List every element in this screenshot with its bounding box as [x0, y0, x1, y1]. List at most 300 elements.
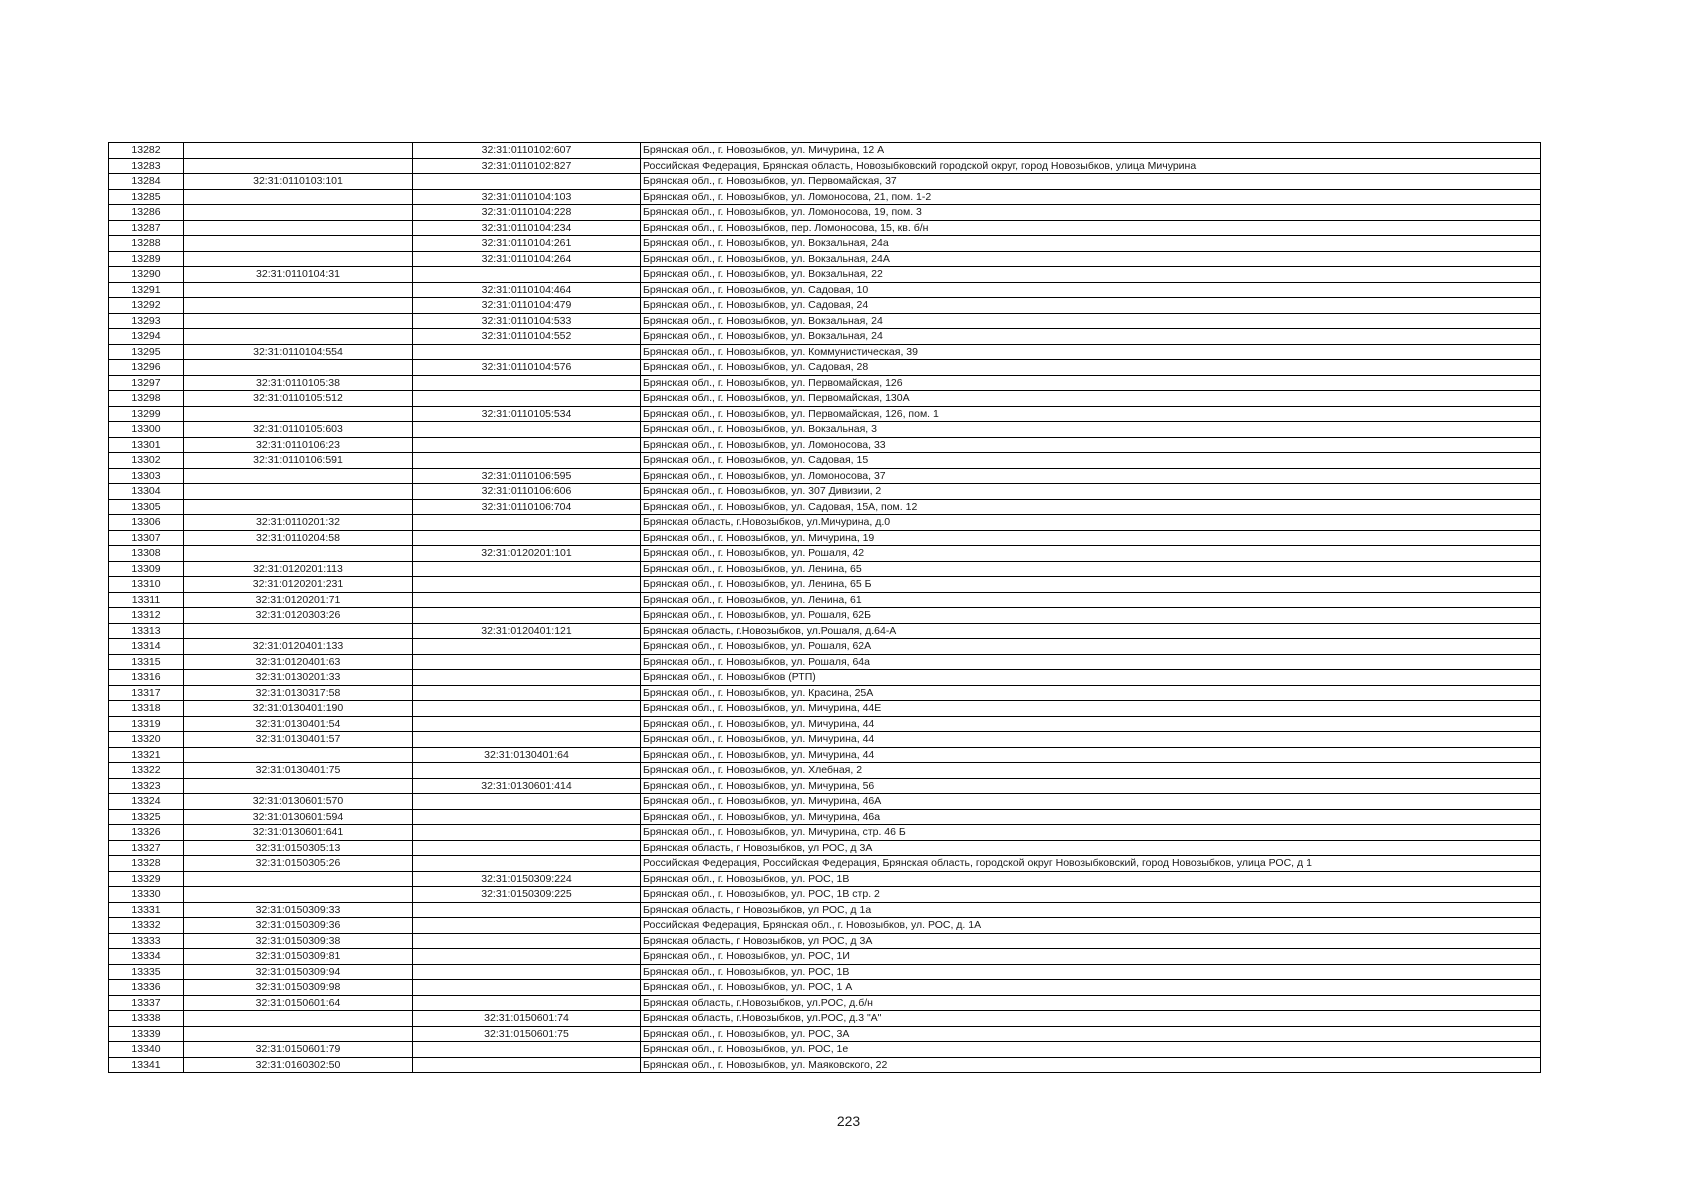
address-cell: Российская Федерация, Российская Федерация, Брянская область, городской округ Новозыбковский, город Новозыбков, улица РОС, д 1 [641, 856, 1541, 872]
parent-cadastral-number-cell: 32:31:0110106:595 [413, 468, 641, 484]
parent-cadastral-number-cell [413, 577, 641, 593]
cadastral-number-cell: 32:31:0130201:33 [184, 670, 413, 686]
address-cell: Брянская обл., г. Новозыбков, ул. Хлебная, 2 [641, 763, 1541, 779]
parent-cadastral-number-cell [413, 809, 641, 825]
row-number-cell: 13330 [109, 887, 184, 903]
cadastral-number-cell: 32:31:0110104:31 [184, 267, 413, 283]
table-row [109, 561, 1541, 577]
row-number-cell: 13303 [109, 468, 184, 484]
cadastral-number-cell: 32:31:0120401:133 [184, 639, 413, 655]
cadastral-number-cell [184, 313, 413, 329]
cadastral-number-cell: 32:31:0110105:512 [184, 391, 413, 407]
row-number-cell: 13318 [109, 701, 184, 717]
table-row [109, 577, 1541, 593]
parent-cadastral-number-cell [413, 1042, 641, 1058]
row-number-cell: 13294 [109, 329, 184, 345]
parent-cadastral-number-cell: 32:31:0120401:121 [413, 623, 641, 639]
table-row [109, 329, 1541, 345]
table-row [109, 701, 1541, 717]
cadastral-number-cell: 32:31:0130601:570 [184, 794, 413, 810]
parent-cadastral-number-cell [413, 561, 641, 577]
row-number-cell: 13289 [109, 251, 184, 267]
table-row [109, 391, 1541, 407]
table-row [109, 453, 1541, 469]
cadastral-number-cell: 32:31:0160302:50 [184, 1057, 413, 1073]
address-cell: Брянская обл., г. Новозыбков, ул. Мичурина, 12 А [641, 143, 1541, 159]
row-number-cell: 13290 [109, 267, 184, 283]
table-row [109, 205, 1541, 221]
table-row [109, 592, 1541, 608]
table-row [109, 902, 1541, 918]
address-cell: Брянская обл., г. Новозыбков, ул. Ломоносова, 19, пом. 3 [641, 205, 1541, 221]
table-row [109, 189, 1541, 205]
cadastral-number-cell: 32:31:0110106:591 [184, 453, 413, 469]
address-cell: Брянская обл., г. Новозыбков, ул. РОС, 1И [641, 949, 1541, 965]
parent-cadastral-number-cell [413, 933, 641, 949]
row-number-cell: 13334 [109, 949, 184, 965]
table-row [109, 143, 1541, 159]
address-cell: Брянская область, г Новозыбков, ул РОС, д 3А [641, 933, 1541, 949]
cadastral-number-cell: 32:31:0130317:58 [184, 685, 413, 701]
table-row [109, 747, 1541, 763]
table-row [109, 360, 1541, 376]
parent-cadastral-number-cell: 32:31:0110104:234 [413, 220, 641, 236]
cadastral-number-cell [184, 747, 413, 763]
row-number-cell: 13291 [109, 282, 184, 298]
cadastral-number-cell [184, 205, 413, 221]
table-row [109, 406, 1541, 422]
parent-cadastral-number-cell [413, 794, 641, 810]
row-number-cell: 13311 [109, 592, 184, 608]
table-row [109, 437, 1541, 453]
parent-cadastral-number-cell [413, 902, 641, 918]
cadastral-number-cell: 32:31:0150305:13 [184, 840, 413, 856]
parent-cadastral-number-cell: 32:31:0110102:827 [413, 158, 641, 174]
address-cell: Брянская область, г Новозыбков, ул РОС, д 1а [641, 902, 1541, 918]
cadastral-number-cell: 32:31:0150309:98 [184, 980, 413, 996]
address-cell: Брянская обл., г. Новозыбков, ул. 307 Дивизии, 2 [641, 484, 1541, 500]
cadastral-number-cell: 32:31:0150309:33 [184, 902, 413, 918]
address-cell: Российская Федерация, Брянская обл., г. Новозыбков, ул. РОС, д. 1А [641, 918, 1541, 934]
row-number-cell: 13292 [109, 298, 184, 314]
address-cell: Брянская обл., г. Новозыбков, ул. Мичурина, 19 [641, 530, 1541, 546]
table-row [109, 716, 1541, 732]
address-cell: Брянская обл., г. Новозыбков, ул. РОС, 1 А [641, 980, 1541, 996]
table-row [109, 1026, 1541, 1042]
row-number-cell: 13341 [109, 1057, 184, 1073]
address-cell: Брянская обл., г. Новозыбков, ул. РОС, 1В стр. 2 [641, 887, 1541, 903]
cadastral-number-cell: 32:31:0130601:594 [184, 809, 413, 825]
cadastral-number-cell: 32:31:0150309:81 [184, 949, 413, 965]
row-number-cell: 13322 [109, 763, 184, 779]
table-row [109, 220, 1541, 236]
address-cell: Брянская обл., г. Новозыбков, ул. Ломоносова, 21, пом. 1-2 [641, 189, 1541, 205]
cadastral-number-cell [184, 298, 413, 314]
address-cell: Брянская обл., г. Новозыбков, ул. Вокзальная, 24 [641, 313, 1541, 329]
parent-cadastral-number-cell: 32:31:0110104:576 [413, 360, 641, 376]
row-number-cell: 13285 [109, 189, 184, 205]
row-number-cell: 13324 [109, 794, 184, 810]
address-cell: Брянская область, г.Новозыбков, ул.Мичурина, д.0 [641, 515, 1541, 531]
address-cell: Брянская обл., г. Новозыбков (РТП) [641, 670, 1541, 686]
address-cell: Брянская обл., г. Новозыбков, ул. Рошаля, 62А [641, 639, 1541, 655]
table-row [109, 933, 1541, 949]
address-cell: Брянская обл., г. Новозыбков, ул. Рошаля, 62Б [641, 608, 1541, 624]
table-row [109, 964, 1541, 980]
parent-cadastral-number-cell: 32:31:0110106:606 [413, 484, 641, 500]
cadastral-number-cell [184, 871, 413, 887]
cadastral-number-cell: 32:31:0150305:26 [184, 856, 413, 872]
address-cell: Брянская обл., г. Новозыбков, ул. Ломоносова, 33 [641, 437, 1541, 453]
table-row [109, 484, 1541, 500]
parent-cadastral-number-cell: 32:31:0110104:261 [413, 236, 641, 252]
table-row [109, 778, 1541, 794]
table-row [109, 685, 1541, 701]
table-row [109, 313, 1541, 329]
address-cell: Брянская обл., г. Новозыбков, ул. Мичурина, стр. 46 Б [641, 825, 1541, 841]
parent-cadastral-number-cell: 32:31:0150601:74 [413, 1011, 641, 1027]
table-row [109, 949, 1541, 965]
address-cell: Брянская обл., г. Новозыбков, ул. Ломоносова, 37 [641, 468, 1541, 484]
address-cell: Брянская обл., г. Новозыбков, ул. Первомайская, 126, пом. 1 [641, 406, 1541, 422]
parent-cadastral-number-cell: 32:31:0110102:607 [413, 143, 641, 159]
address-cell: Брянская обл., г. Новозыбков, ул. Мичурина, 46а [641, 809, 1541, 825]
row-number-cell: 13315 [109, 654, 184, 670]
cadastral-number-cell [184, 778, 413, 794]
parent-cadastral-number-cell [413, 949, 641, 965]
cadastral-number-cell: 32:31:0150309:94 [184, 964, 413, 980]
parent-cadastral-number-cell: 32:31:0150309:224 [413, 871, 641, 887]
parent-cadastral-number-cell: 32:31:0110104:552 [413, 329, 641, 345]
cadastral-number-cell: 32:31:0110106:23 [184, 437, 413, 453]
address-cell: Брянская область, г.Новозыбков, ул.Рошаля, д.64-А [641, 623, 1541, 639]
cadastral-number-cell [184, 499, 413, 515]
address-cell: Брянская обл., г. Новозыбков, ул. Вокзальная, 3 [641, 422, 1541, 438]
parent-cadastral-number-cell [413, 608, 641, 624]
row-number-cell: 13326 [109, 825, 184, 841]
cadastral-number-cell: 32:31:0130401:75 [184, 763, 413, 779]
row-number-cell: 13287 [109, 220, 184, 236]
parent-cadastral-number-cell [413, 391, 641, 407]
address-cell: Брянская обл., г. Новозыбков, ул. Садовая, 15 [641, 453, 1541, 469]
cadastral-number-cell: 32:31:0110104:554 [184, 344, 413, 360]
parent-cadastral-number-cell: 32:31:0130401:64 [413, 747, 641, 763]
table-row [109, 1042, 1541, 1058]
address-cell: Брянская обл., г. Новозыбков, ул. Садовая, 15А, пом. 12 [641, 499, 1541, 515]
row-number-cell: 13298 [109, 391, 184, 407]
row-number-cell: 13319 [109, 716, 184, 732]
cadastral-number-cell [184, 484, 413, 500]
table-row [109, 1057, 1541, 1073]
cadastral-number-cell: 32:31:0150309:36 [184, 918, 413, 934]
parent-cadastral-number-cell [413, 654, 641, 670]
parent-cadastral-number-cell [413, 437, 641, 453]
parent-cadastral-number-cell: 32:31:0150601:75 [413, 1026, 641, 1042]
row-number-cell: 13301 [109, 437, 184, 453]
table-row [109, 794, 1541, 810]
row-number-cell: 13299 [109, 406, 184, 422]
address-cell: Брянская обл., г. Новозыбков, ул. Ленина, 65 Б [641, 577, 1541, 593]
parent-cadastral-number-cell [413, 980, 641, 996]
parent-cadastral-number-cell [413, 732, 641, 748]
cadastral-number-cell [184, 406, 413, 422]
cadastral-number-cell: 32:31:0120401:63 [184, 654, 413, 670]
cadastral-number-cell [184, 1011, 413, 1027]
address-cell: Брянская обл., г. Новозыбков, ул. Мичурина, 46А [641, 794, 1541, 810]
row-number-cell: 13293 [109, 313, 184, 329]
cadastral-number-cell: 32:31:0130601:641 [184, 825, 413, 841]
table-row [109, 871, 1541, 887]
parent-cadastral-number-cell: 32:31:0110104:533 [413, 313, 641, 329]
cadastral-number-cell: 32:31:0130401:57 [184, 732, 413, 748]
page-number: 223 [836, 1113, 861, 1129]
table-row [109, 515, 1541, 531]
parent-cadastral-number-cell [413, 639, 641, 655]
row-number-cell: 13338 [109, 1011, 184, 1027]
parent-cadastral-number-cell [413, 344, 641, 360]
table-row [109, 995, 1541, 1011]
table-row [109, 670, 1541, 686]
cadastral-number-cell: 32:31:0120201:231 [184, 577, 413, 593]
address-cell: Брянская обл., г. Новозыбков, ул. Красина, 25А [641, 685, 1541, 701]
cadastral-number-cell [184, 468, 413, 484]
row-number-cell: 13337 [109, 995, 184, 1011]
address-cell: Брянская обл., г. Новозыбков, ул. РОС, 1В [641, 871, 1541, 887]
row-number-cell: 13288 [109, 236, 184, 252]
address-cell: Брянская обл., г. Новозыбков, ул. Садовая, 10 [641, 282, 1541, 298]
parent-cadastral-number-cell [413, 918, 641, 934]
row-number-cell: 13314 [109, 639, 184, 655]
table-row [109, 468, 1541, 484]
table-row [109, 918, 1541, 934]
table-row [109, 763, 1541, 779]
cadastral-number-cell [184, 546, 413, 562]
cadastral-number-cell: 32:31:0150309:38 [184, 933, 413, 949]
cadastral-number-cell [184, 623, 413, 639]
parent-cadastral-number-cell [413, 375, 641, 391]
row-number-cell: 13286 [109, 205, 184, 221]
row-number-cell: 13336 [109, 980, 184, 996]
row-number-cell: 13295 [109, 344, 184, 360]
row-number-cell: 13327 [109, 840, 184, 856]
parent-cadastral-number-cell: 32:31:0150309:225 [413, 887, 641, 903]
row-number-cell: 13282 [109, 143, 184, 159]
parent-cadastral-number-cell: 32:31:0110104:264 [413, 251, 641, 267]
row-number-cell: 13313 [109, 623, 184, 639]
cadastral-number-cell [184, 158, 413, 174]
parent-cadastral-number-cell [413, 515, 641, 531]
table-row [109, 546, 1541, 562]
table-row [109, 375, 1541, 391]
row-number-cell: 13317 [109, 685, 184, 701]
row-number-cell: 13329 [109, 871, 184, 887]
address-cell: Брянская обл., г. Новозыбков, ул. Мичурина, 44 [641, 732, 1541, 748]
parent-cadastral-number-cell: 32:31:0110104:479 [413, 298, 641, 314]
row-number-cell: 13306 [109, 515, 184, 531]
address-cell: Брянская обл., г. Новозыбков, ул. Рошаля, 64а [641, 654, 1541, 670]
row-number-cell: 13333 [109, 933, 184, 949]
row-number-cell: 13321 [109, 747, 184, 763]
address-cell: Брянская обл., г. Новозыбков, ул. Вокзальная, 24 [641, 329, 1541, 345]
parent-cadastral-number-cell [413, 856, 641, 872]
address-cell: Брянская обл., г. Новозыбков, ул. Мичурина, 44Е [641, 701, 1541, 717]
cadastral-number-cell [184, 236, 413, 252]
parent-cadastral-number-cell: 32:31:0120201:101 [413, 546, 641, 562]
row-number-cell: 13331 [109, 902, 184, 918]
table-row [109, 236, 1541, 252]
row-number-cell: 13339 [109, 1026, 184, 1042]
address-cell: Брянская обл., г. Новозыбков, ул. Мичурина, 44 [641, 747, 1541, 763]
address-cell: Брянская обл., г. Новозыбков, ул. Вокзальная, 24А [641, 251, 1541, 267]
table-row [109, 344, 1541, 360]
table-row [109, 825, 1541, 841]
row-number-cell: 13302 [109, 453, 184, 469]
cadastral-number-cell: 32:31:0150601:79 [184, 1042, 413, 1058]
cadastral-number-cell: 32:31:0110204:58 [184, 530, 413, 546]
cadastral-number-cell [184, 143, 413, 159]
address-cell: Брянская обл., г. Новозыбков, ул. Садовая, 24 [641, 298, 1541, 314]
row-number-cell: 13296 [109, 360, 184, 376]
row-number-cell: 13284 [109, 174, 184, 190]
cadastral-number-cell: 32:31:0130401:54 [184, 716, 413, 732]
cadastral-number-cell [184, 887, 413, 903]
row-number-cell: 13304 [109, 484, 184, 500]
table-row [109, 980, 1541, 996]
row-number-cell: 13312 [109, 608, 184, 624]
row-number-cell: 13305 [109, 499, 184, 515]
address-cell: Брянская обл., г. Новозыбков, ул. РОС, 3А [641, 1026, 1541, 1042]
cadastral-number-cell: 32:31:0130401:190 [184, 701, 413, 717]
address-cell: Брянская обл., г. Новозыбков, ул. Рошаля, 42 [641, 546, 1541, 562]
parent-cadastral-number-cell [413, 964, 641, 980]
cadastral-number-cell [184, 1026, 413, 1042]
parent-cadastral-number-cell [413, 840, 641, 856]
row-number-cell: 13316 [109, 670, 184, 686]
parent-cadastral-number-cell [413, 701, 641, 717]
address-cell: Брянская обл., г. Новозыбков, ул. Ленина, 65 [641, 561, 1541, 577]
parent-cadastral-number-cell [413, 592, 641, 608]
row-number-cell: 13340 [109, 1042, 184, 1058]
parent-cadastral-number-cell: 32:31:0110104:103 [413, 189, 641, 205]
cadastral-number-cell: 32:31:0110103:101 [184, 174, 413, 190]
address-cell: Брянская обл., г. Новозыбков, ул. Первомайская, 126 [641, 375, 1541, 391]
table-row [109, 158, 1541, 174]
address-cell: Брянская обл., г. Новозыбков, ул. Первомайская, 37 [641, 174, 1541, 190]
cadastral-number-cell [184, 282, 413, 298]
row-number-cell: 13300 [109, 422, 184, 438]
table-row [109, 732, 1541, 748]
address-cell: Брянская обл., г. Новозыбков, ул. Садовая, 28 [641, 360, 1541, 376]
table-row [109, 422, 1541, 438]
table-row [109, 840, 1541, 856]
row-number-cell: 13310 [109, 577, 184, 593]
cadastral-number-cell [184, 329, 413, 345]
table-row [109, 251, 1541, 267]
row-number-cell: 13323 [109, 778, 184, 794]
row-number-cell: 13320 [109, 732, 184, 748]
address-cell: Брянская обл., г. Новозыбков, ул. Ленина, 61 [641, 592, 1541, 608]
cadastral-number-cell [184, 189, 413, 205]
parent-cadastral-number-cell [413, 453, 641, 469]
parent-cadastral-number-cell [413, 267, 641, 283]
parent-cadastral-number-cell [413, 422, 641, 438]
cadastral-table [108, 142, 1541, 1073]
address-cell: Брянская обл., г. Новозыбков, пер. Ломоносова, 15, кв. б/н [641, 220, 1541, 236]
cadastral-number-cell [184, 360, 413, 376]
cadastral-number-cell [184, 220, 413, 236]
parent-cadastral-number-cell [413, 174, 641, 190]
table-row [109, 887, 1541, 903]
address-cell: Брянская обл., г. Новозыбков, ул. Мичурина, 44 [641, 716, 1541, 732]
parent-cadastral-number-cell [413, 763, 641, 779]
parent-cadastral-number-cell [413, 995, 641, 1011]
parent-cadastral-number-cell: 32:31:0110105:534 [413, 406, 641, 422]
table-row [109, 282, 1541, 298]
address-cell: Брянская область, г.Новозыбков, ул.РОС, д.б/н [641, 995, 1541, 1011]
table-row [109, 809, 1541, 825]
table-row [109, 623, 1541, 639]
address-cell: Брянская область, г Новозыбков, ул РОС, д 3А [641, 840, 1541, 856]
row-number-cell: 13283 [109, 158, 184, 174]
row-number-cell: 13325 [109, 809, 184, 825]
address-cell: Брянская обл., г. Новозыбков, ул. РОС, 1В [641, 964, 1541, 980]
row-number-cell: 13308 [109, 546, 184, 562]
row-number-cell: 13328 [109, 856, 184, 872]
row-number-cell: 13332 [109, 918, 184, 934]
address-cell: Брянская обл., г. Новозыбков, ул. Мичурина, 56 [641, 778, 1541, 794]
address-cell: Брянская обл., г. Новозыбков, ул. Коммунистическая, 39 [641, 344, 1541, 360]
address-cell: Брянская обл., г. Новозыбков, ул. Вокзальная, 24а [641, 236, 1541, 252]
parent-cadastral-number-cell: 32:31:0110104:464 [413, 282, 641, 298]
cadastral-number-cell: 32:31:0110201:32 [184, 515, 413, 531]
table-row [109, 608, 1541, 624]
parent-cadastral-number-cell [413, 825, 641, 841]
address-cell: Брянская обл., г. Новозыбков, ул. Вокзальная, 22 [641, 267, 1541, 283]
row-number-cell: 13335 [109, 964, 184, 980]
cadastral-number-cell: 32:31:0150601:64 [184, 995, 413, 1011]
cadastral-number-cell [184, 251, 413, 267]
cadastral-number-cell: 32:31:0120201:113 [184, 561, 413, 577]
row-number-cell: 13307 [109, 530, 184, 546]
table-row [109, 267, 1541, 283]
table-row [109, 298, 1541, 314]
table-row [109, 856, 1541, 872]
parent-cadastral-number-cell [413, 716, 641, 732]
table-row [109, 530, 1541, 546]
table-row [109, 174, 1541, 190]
cadastral-number-cell: 32:31:0110105:603 [184, 422, 413, 438]
row-number-cell: 13309 [109, 561, 184, 577]
parent-cadastral-number-cell: 32:31:0110104:228 [413, 205, 641, 221]
address-cell: Брянская обл., г. Новозыбков, ул. Маяковского, 22 [641, 1057, 1541, 1073]
parent-cadastral-number-cell: 32:31:0130601:414 [413, 778, 641, 794]
address-cell: Брянская область, г.Новозыбков, ул.РОС, д.3 "А" [641, 1011, 1541, 1027]
cadastral-number-cell: 32:31:0110105:38 [184, 375, 413, 391]
parent-cadastral-number-cell [413, 670, 641, 686]
table-row [109, 1011, 1541, 1027]
table-row [109, 499, 1541, 515]
table-row [109, 654, 1541, 670]
table-row [109, 639, 1541, 655]
row-number-cell: 13297 [109, 375, 184, 391]
table-body [109, 143, 1541, 1073]
cadastral-number-cell: 32:31:0120201:71 [184, 592, 413, 608]
cadastral-table-container [108, 142, 1540, 1073]
parent-cadastral-number-cell: 32:31:0110106:704 [413, 499, 641, 515]
parent-cadastral-number-cell [413, 1057, 641, 1073]
address-cell: Российская Федерация, Брянская область, Новозыбковский городской округ, город Новозыбков, улица Мичурина [641, 158, 1541, 174]
parent-cadastral-number-cell [413, 530, 641, 546]
